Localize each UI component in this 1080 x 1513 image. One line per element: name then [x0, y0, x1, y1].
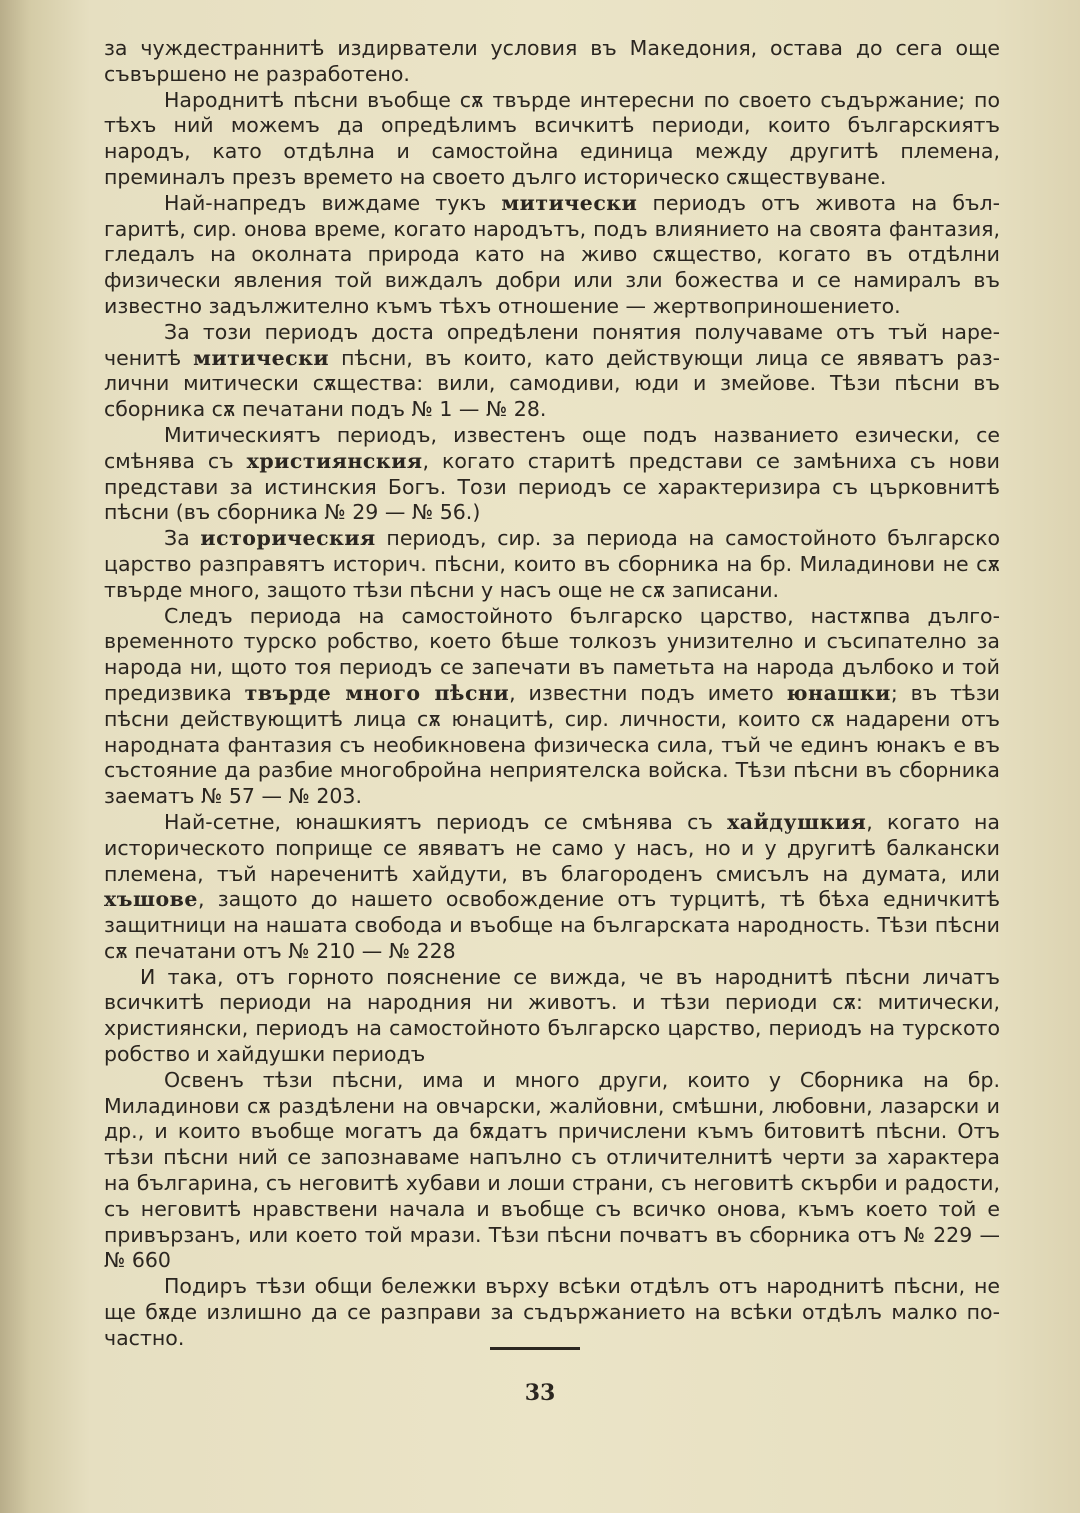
- emphasized-term: историческия: [200, 526, 376, 551]
- text-run: За този периодъ доста опредѣлени понятия получаваме отъ тъй нареченитѣ: [104, 319, 1000, 370]
- paragraph: [104, 604, 1000, 810]
- emphasized-term: митически: [193, 345, 330, 370]
- text-run: ; въ тѣзи пѣсни действующитѣ лица сѫ юнацитѣ, сир. личности, които сѫ надарени отъ народната фантазия съ необикновена физическа сила, тъй че единъ юнакъ е въ състояние да разбие многобройна неприятелска войска. Тѣзи пѣсни въ сборника заематъ № 57 — № 203.: [104, 680, 1000, 809]
- text-run: Най-напредъ виждаме тукъ: [164, 190, 502, 215]
- paragraph: [104, 1274, 1000, 1351]
- text-run: периодъ отъ живота на българитѣ, сир. онова време, когато народътъ, подъ влиянието на своята фантазия, гледалъ на околната природа като на живо сѫщество, когато въ отдѣлни физически явления той виждалъ добри или зли божества и се намиралъ въ известно задължително къмъ тѣхъ отношение — жертвоприношението.: [104, 190, 1000, 318]
- text-run: Най-сетне, юнашкиятъ периодъ се смѣнява съ: [164, 809, 728, 834]
- text-run: , известни подъ името: [509, 680, 787, 705]
- text-run: периодъ, сир. за периода на самостойното българско царство разправятъ историч. пѣсни, които въ сборника на бр. Миладинови не сѫ твърде много, защото тѣзи пѣсни у насъ още не сѫ записани.: [104, 526, 1000, 602]
- body-text: [104, 36, 1000, 1352]
- paragraph: [104, 36, 1000, 88]
- emphasized-term: митически: [501, 190, 638, 215]
- end-rule-divider: [490, 1347, 580, 1350]
- text-run: Освенъ тѣзи пѣсни, има и много други, които у Сборника на бр. Миладинови сѫ раздѣлени на овчарски, жалйовни, смѣшни, любовни, лазарски и др., и които въобще могатъ да бѫдатъ причислени къмъ битовитѣ пѣсни. Отъ тѣзи пѣсни ний се запознаваме напълно съ отличителнитѣ черти за характера на българина, съ неговитѣ хубави и лоши страни, съ неговитѣ скърби и радости, съ неговитѣ нравствени начала и въобще съ всичко онова, къмъ което той е привързанъ, или което той мрази. Тѣзи пѣсни почватъ въ сборника отъ № 229 — № 660: [104, 1067, 1000, 1273]
- paragraph: [104, 810, 1000, 965]
- paragraph: [104, 526, 1000, 603]
- emphasized-term: християнския: [246, 448, 423, 473]
- paragraph: [104, 1068, 1000, 1274]
- emphasized-term: хъшове: [104, 887, 198, 912]
- paragraph: [104, 965, 1000, 1068]
- text-run: , когато на историческото поприще се явяватъ не само у насъ, но и у другитѣ балкански племена, тъй нареченитѣ хайдути, въ благороденъ смисълъ на думата, или: [104, 809, 1000, 886]
- emphasized-term: твърде много пѣсни: [244, 680, 510, 705]
- text-run: Народнитѣ пѣсни въобще сѫ твърде интересни по своето съдържание; по тѣхъ ний можемъ да опредѣлимъ всичкитѣ периоди, които българскиятъ народъ, като отдѣлна и самостойна единица между другитѣ племена, преминалъ презъ времето на своето дълго историческо сѫществуване.: [104, 87, 1000, 189]
- text-run: Следъ периода на самостойното българско царство, настѫпва дълговременното турско робство, което бѣше толкозъ унизително и съсипателно за народа ни, щото тоя периодъ се запечати въ паметьта на народа дълбоко и той предизвика: [104, 603, 1000, 705]
- text-run: Подиръ тѣзи общи бележки върху всѣки отдѣлъ отъ народнитѣ пѣсни, не ще бѫде излишно да се разправи за съдържанието на всѣки отдѣлъ малко по-частно.: [104, 1274, 1000, 1350]
- text-run: Митическиятъ периодъ, известенъ още подъ названието езически, се смѣнява съ: [104, 422, 1000, 473]
- paragraph: [104, 320, 1000, 423]
- emphasized-term: юнашки: [786, 680, 891, 705]
- text-run: за чуждестраннитѣ издирватели условия въ Македония, остава до сега още съвършено не разработено.: [104, 36, 1000, 86]
- text-run: пѣсни, въ които, като действующи лица се явяватъ различни митически сѫщества: вили, самодиви, юди и змейове. Тѣзи пѣсни въ сборника сѫ печатани подъ № 1 — № 28.: [104, 345, 1000, 422]
- text-run: , когато старитѣ представи се замѣниха съ нови представи за истинския Богъ. Този периодъ се характеризира съ църковнитѣ пѣсни (въ сборника № 29 — № 56.): [104, 448, 1000, 525]
- paragraph: [104, 423, 1000, 526]
- text-run: За: [164, 526, 201, 551]
- text-run: , защото до нашето освобождение отъ турцитѣ, тѣ бѣха едничкитѣ защитници на нашата свобода и въобще на българската народность. Тѣзи пѣсни сѫ печатани отъ № 210 — № 228: [104, 887, 1000, 963]
- text-run: И така, отъ горното пояснение се вижда, че въ народнитѣ пѣсни личатъ всичкитѣ периоди на народния ни животъ. и тѣзи периоди сѫ: митически, християнски, периодъ на самостойното българско царство, периодъ на турското робство и хайдушки периодъ: [104, 964, 1000, 1067]
- paragraph: [104, 191, 1000, 320]
- paragraph: [104, 88, 1000, 191]
- emphasized-term: хайдушкия: [727, 809, 867, 834]
- page-number: 33: [524, 1380, 556, 1406]
